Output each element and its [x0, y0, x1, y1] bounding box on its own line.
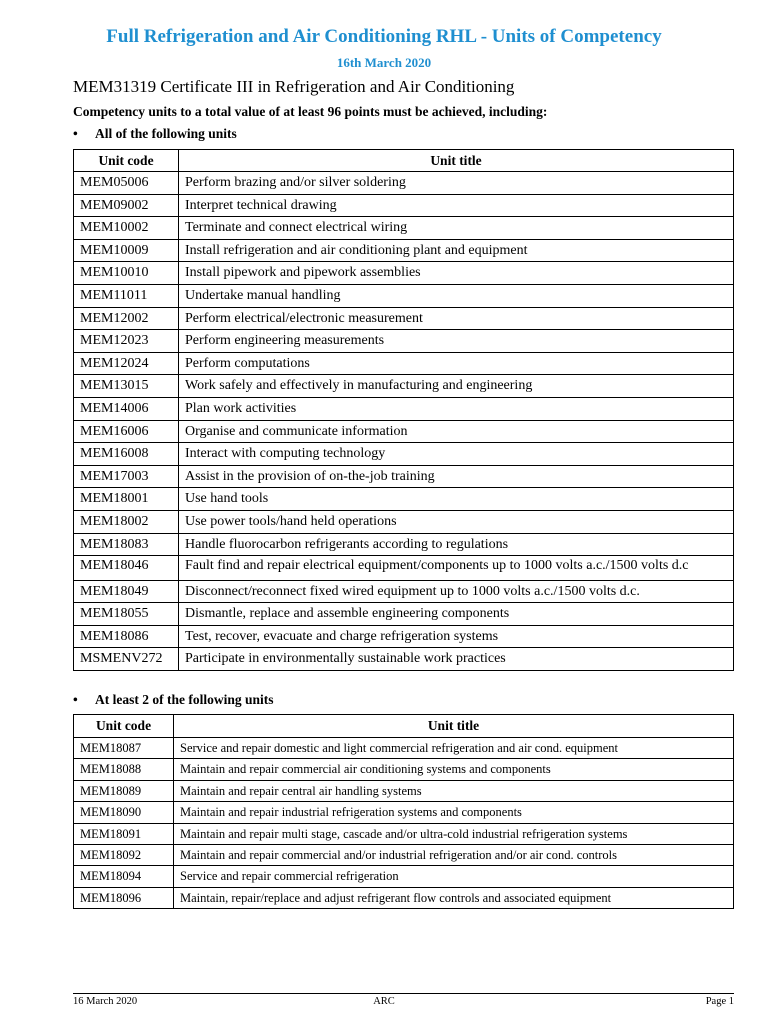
unit-title: Assist in the provision of on-the-job training	[179, 465, 734, 488]
unit-code: MEM18092	[74, 844, 174, 865]
unit-code: MEM12002	[74, 307, 179, 330]
unit-title: Interpret technical drawing	[179, 194, 734, 217]
unit-code: MEM12024	[74, 352, 179, 375]
unit-code: MEM18088	[74, 759, 174, 780]
table-row	[74, 738, 734, 759]
unit-code: MSMENV272	[74, 648, 179, 671]
table-row	[74, 510, 734, 533]
table-row	[74, 397, 734, 420]
unit-code: MEM12023	[74, 330, 179, 353]
table-row	[74, 780, 734, 801]
footer-date: 16 March 2020	[73, 996, 138, 1007]
table-header-row	[74, 715, 734, 738]
bullet-icon: •	[73, 126, 78, 141]
table-row	[74, 375, 734, 398]
unit-title: Maintain and repair commercial air conditioning systems and components	[174, 759, 734, 780]
unit-title: Maintain and repair central air handling systems	[174, 780, 734, 801]
unit-title: Fault find and repair electrical equipment/components up to 1000 volts a.c./1500 volts d.c	[179, 556, 734, 581]
table-row	[74, 759, 734, 780]
unit-code: MEM18090	[74, 802, 174, 823]
table-row	[74, 217, 734, 240]
unit-code: MEM18049	[74, 580, 179, 603]
column-header-unit-title: Unit title	[179, 150, 734, 172]
table-row	[74, 556, 734, 581]
unit-title: Maintain, repair/replace and adjust refrigerant flow controls and associated equipment	[174, 887, 734, 908]
column-header-unit-code: Unit code	[74, 715, 174, 738]
unit-code: MEM18094	[74, 866, 174, 887]
intro-text: Competency units to a total value of at least 96 points must be achieved, including:	[73, 104, 548, 119]
qualification-heading: MEM31319 Certificate III in Refrigeration and Air Conditioning	[73, 77, 515, 96]
unit-title: Handle fluorocarbon refrigerants according to regulations	[179, 533, 734, 556]
unit-code: MEM13015	[74, 375, 179, 398]
unit-title: Terminate and connect electrical wiring	[179, 217, 734, 240]
elective-units-table	[73, 714, 734, 909]
table-row	[74, 580, 734, 603]
unit-title: Dismantle, replace and assemble engineering components	[179, 603, 734, 626]
table-row	[74, 239, 734, 262]
footer-divider	[73, 993, 734, 994]
unit-title: Service and repair commercial refrigeration	[174, 866, 734, 887]
table-row	[74, 443, 734, 466]
unit-code: MEM16006	[74, 420, 179, 443]
column-header-unit-title: Unit title	[174, 715, 734, 738]
unit-title: Perform brazing and/or silver soldering	[179, 172, 734, 195]
table-row	[74, 352, 734, 375]
table-row	[74, 307, 734, 330]
unit-title: Perform engineering measurements	[179, 330, 734, 353]
unit-code: MEM18091	[74, 823, 174, 844]
unit-code: MEM18087	[74, 738, 174, 759]
required-units-table	[73, 149, 734, 671]
section1-heading-text: All of the following units	[95, 126, 237, 141]
unit-title: Maintain and repair multi stage, cascade and/or ultra-cold industrial refrigeration systems	[174, 823, 734, 844]
unit-code: MEM10009	[74, 239, 179, 262]
unit-title: Perform computations	[179, 352, 734, 375]
unit-title: Interact with computing technology	[179, 443, 734, 466]
unit-title: Organise and communicate information	[179, 420, 734, 443]
table-row	[74, 172, 734, 195]
table-header-row	[74, 150, 734, 172]
table-row	[74, 887, 734, 908]
unit-title: Use hand tools	[179, 488, 734, 511]
unit-title: Work safely and effectively in manufacturing and engineering	[179, 375, 734, 398]
unit-code: MEM18001	[74, 488, 179, 511]
unit-title: Service and repair domestic and light commercial refrigeration and air cond. equipment	[174, 738, 734, 759]
document-date: 16th March 2020	[336, 55, 432, 70]
unit-title: Test, recover, evacuate and charge refrigeration systems	[179, 625, 734, 648]
unit-title: Undertake manual handling	[179, 284, 734, 307]
unit-code: MEM18046	[74, 556, 179, 581]
table-row	[74, 284, 734, 307]
table-row	[74, 802, 734, 823]
table-row	[74, 823, 734, 844]
unit-code: MEM11011	[74, 284, 179, 307]
table-row	[74, 262, 734, 285]
unit-code: MEM18083	[74, 533, 179, 556]
unit-code: MEM09002	[74, 194, 179, 217]
unit-code: MEM18089	[74, 780, 174, 801]
section2-heading-text: At least 2 of the following units	[95, 692, 274, 707]
unit-title: Install refrigeration and air conditioning plant and equipment	[179, 239, 734, 262]
table-row	[74, 866, 734, 887]
unit-title: Plan work activities	[179, 397, 734, 420]
unit-code: MEM10002	[74, 217, 179, 240]
table-row	[74, 844, 734, 865]
table-row	[74, 648, 734, 671]
footer-page-number: Page 1	[705, 996, 734, 1007]
unit-title: Disconnect/reconnect fixed wired equipment up to 1000 volts a.c./1500 volts d.c.	[179, 580, 734, 603]
unit-code: MEM14006	[74, 397, 179, 420]
unit-code: MEM18086	[74, 625, 179, 648]
unit-title: Install pipework and pipework assemblies	[179, 262, 734, 285]
unit-code: MEM10010	[74, 262, 179, 285]
unit-code: MEM18002	[74, 510, 179, 533]
table-row	[74, 533, 734, 556]
unit-code: MEM18055	[74, 603, 179, 626]
column-header-unit-code: Unit code	[74, 150, 179, 172]
table-row	[74, 194, 734, 217]
table-row	[74, 603, 734, 626]
table-row	[74, 330, 734, 353]
table-row	[74, 625, 734, 648]
section2-heading	[73, 692, 274, 708]
bullet-icon: •	[73, 692, 78, 707]
unit-code: MEM05006	[74, 172, 179, 195]
footer-org: ARC	[373, 996, 395, 1007]
document-title: Full Refrigeration and Air Conditioning RHL - Units of Competency	[106, 26, 662, 47]
unit-code: MEM16008	[74, 443, 179, 466]
unit-code: MEM18096	[74, 887, 174, 908]
unit-title: Maintain and repair commercial and/or industrial refrigeration and/or air cond. controls	[174, 844, 734, 865]
table-row	[74, 465, 734, 488]
unit-code: MEM17003	[74, 465, 179, 488]
unit-title: Participate in environmentally sustainable work practices	[179, 648, 734, 671]
table-row	[74, 488, 734, 511]
unit-title: Perform electrical/electronic measurement	[179, 307, 734, 330]
section1-heading	[73, 126, 237, 142]
unit-title: Maintain and repair industrial refrigeration systems and components	[174, 802, 734, 823]
table-row	[74, 420, 734, 443]
unit-title: Use power tools/hand held operations	[179, 510, 734, 533]
